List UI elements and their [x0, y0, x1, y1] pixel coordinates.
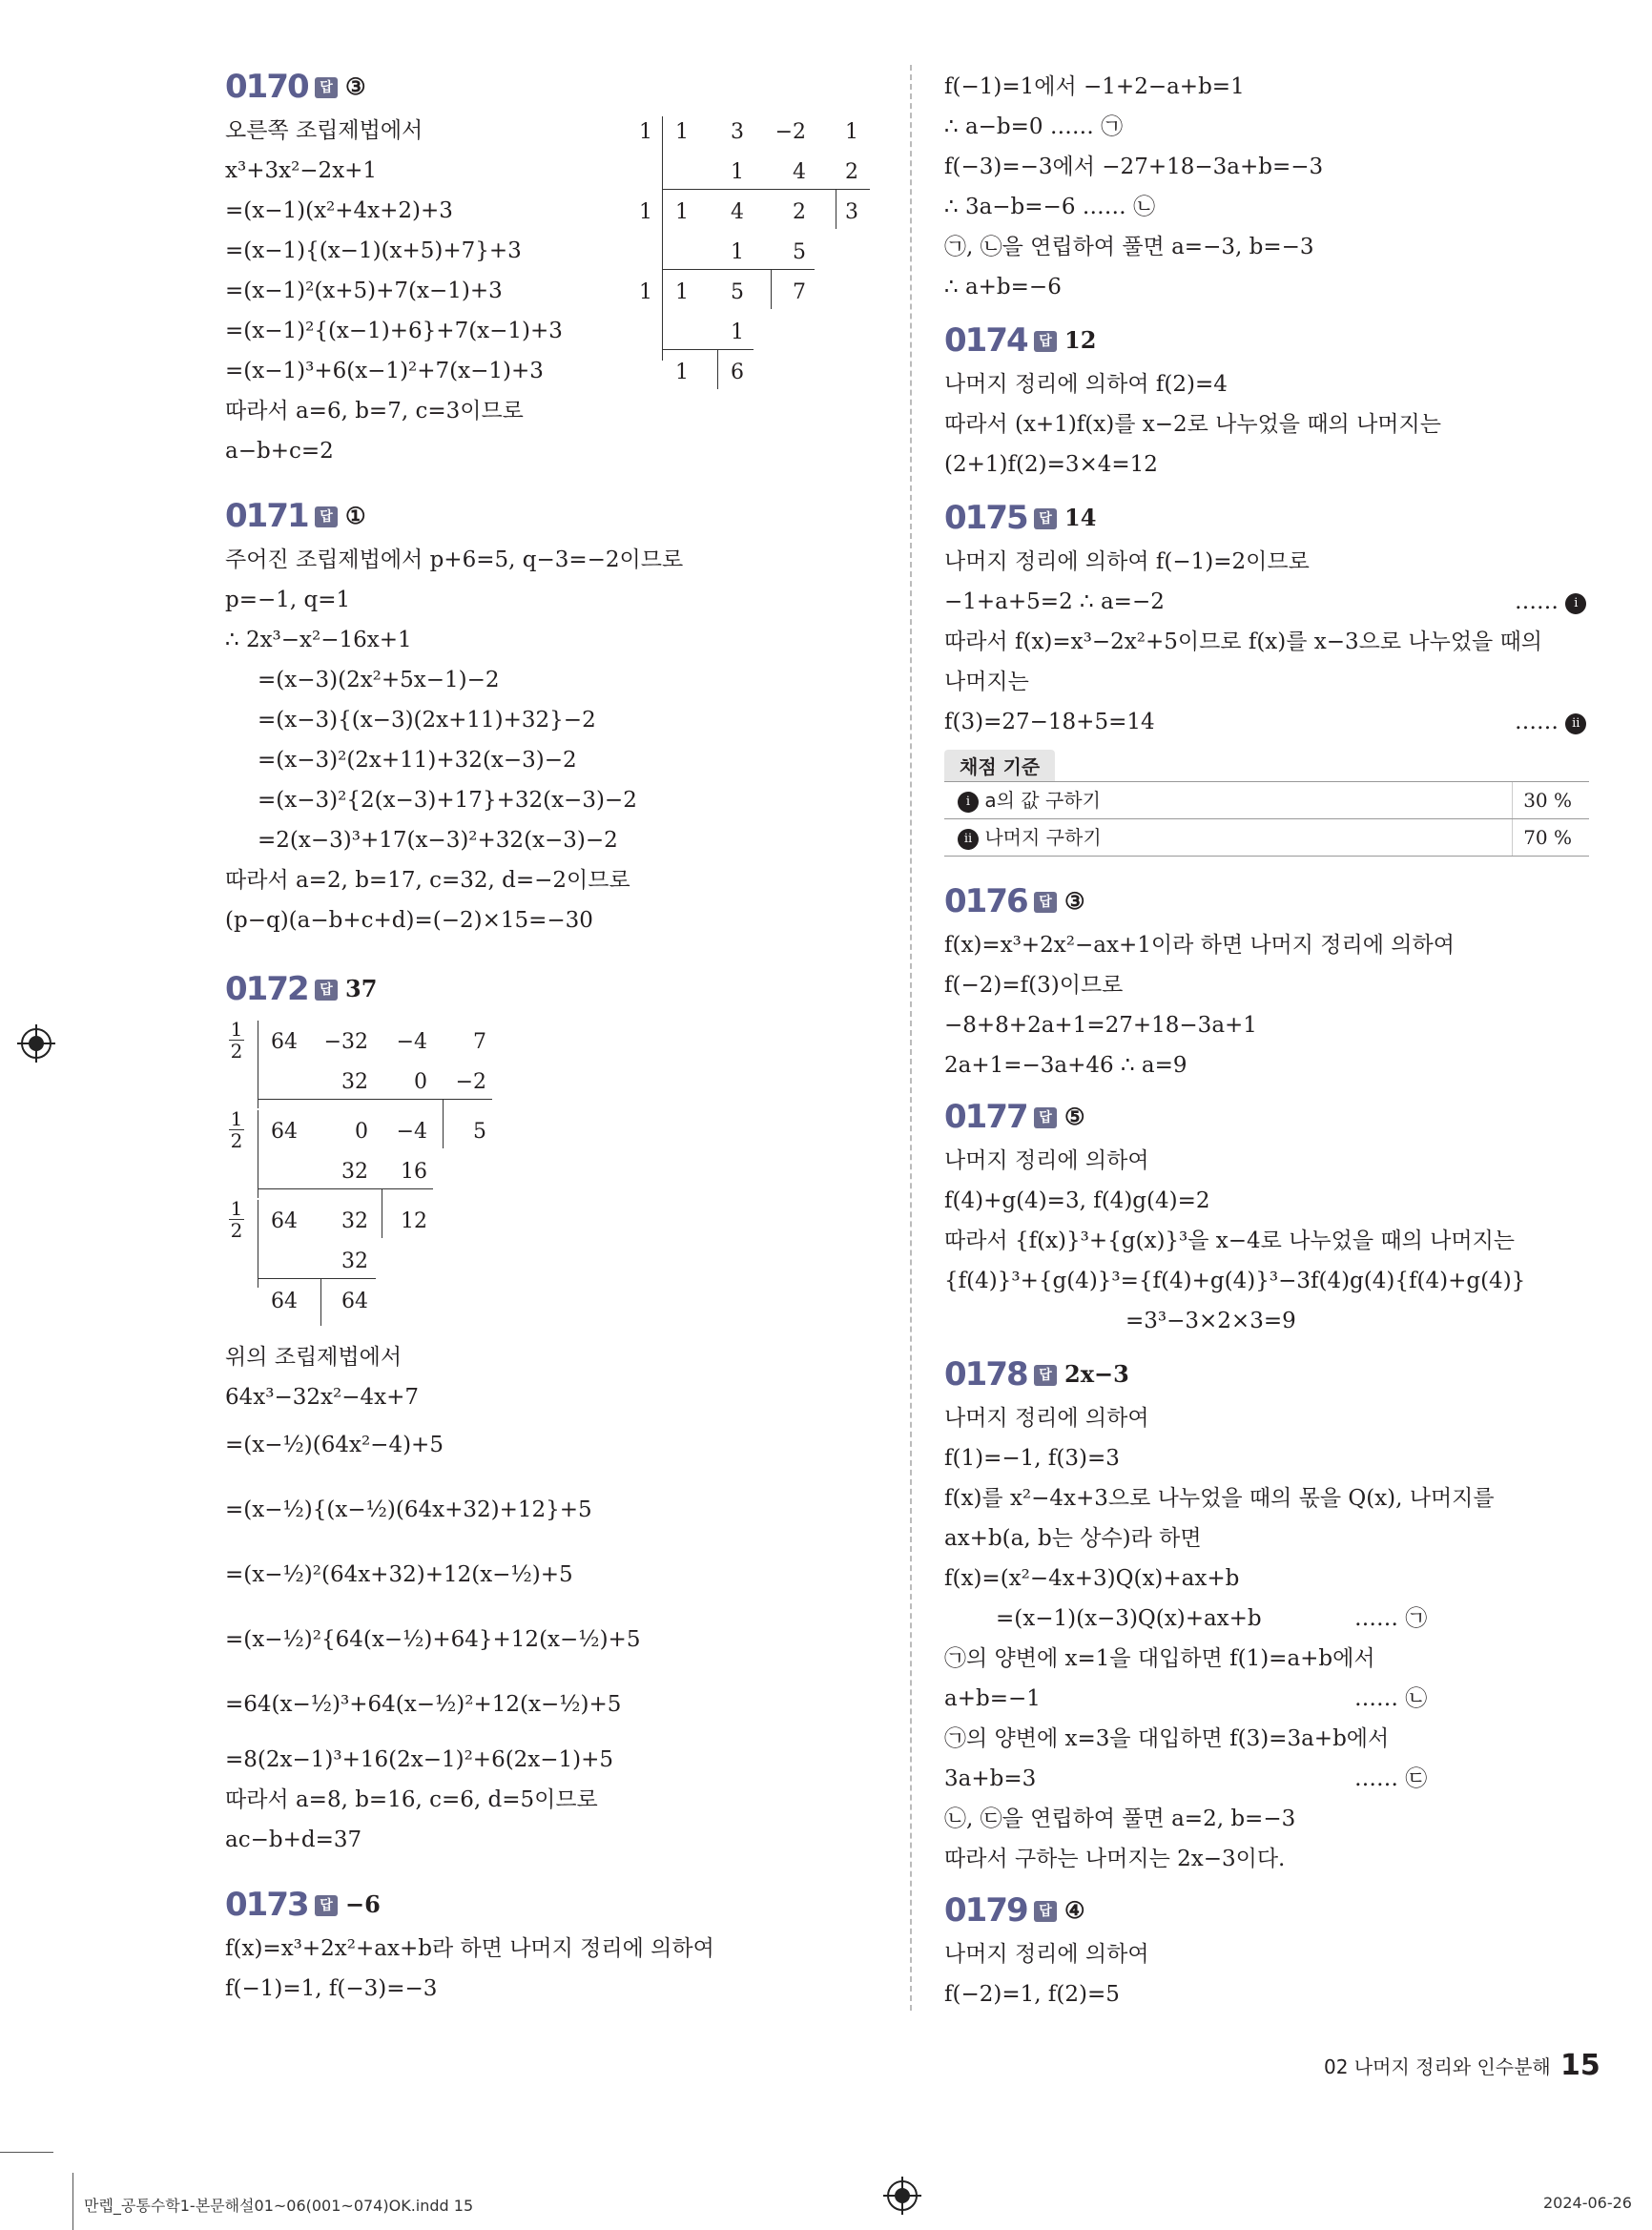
rubric-title: 채점 기준 — [944, 750, 1055, 781]
divisor-fraction — [227, 1198, 246, 1241]
text-line: =(x−1)(x²+4x+2)+3 — [225, 198, 453, 223]
text-line: f(3)=27−18+5=14 — [944, 710, 1155, 734]
syn-cell: 0 — [414, 1070, 427, 1094]
rubric-label: a의 값 구하기 — [984, 789, 1101, 812]
text-line: ∴ 3a−b=−6 …… ㉡ — [944, 195, 1156, 219]
text-line: ㉠의 양변에 x=1을 대입하면 f(1)=a+b에서 — [944, 1646, 1375, 1671]
syn-cell: 64 — [271, 1030, 298, 1054]
text-line: f(−3)=−3에서 −27+18−3a+b=−3 — [944, 155, 1324, 179]
text-line: 나머지 정리에 의하여 — [944, 1942, 1149, 1967]
syn-cell: 1 — [731, 320, 744, 344]
chapter-title: 02 나머지 정리와 인수분해 — [1324, 2055, 1551, 2078]
text-line: a−b+c=2 — [225, 439, 334, 464]
text-line: ㉡, ㉢을 연립하여 풀면 a=2, b=−3 — [944, 1807, 1296, 1831]
syn-cell: 32 — [341, 1160, 368, 1184]
text-line: =(x−1)²(x+5)+7(x−1)+3 — [225, 279, 503, 303]
text-line: f(−1)=1, f(−3)=−3 — [225, 1976, 438, 2001]
text-line: ∴ a+b=−6 — [944, 275, 1062, 299]
syn-remainder: 5 — [473, 1120, 486, 1144]
text-line: =(x−3)²{2(x−3)+17}+32(x−3)−2 — [258, 788, 637, 813]
answer-tag: 답 — [1034, 892, 1057, 913]
text-line: ax+b(a, b는 상수)라 하면 — [944, 1526, 1202, 1551]
syn-line — [662, 269, 815, 270]
text-line: 주어진 조립제법에서 p+6=5, q−3=−2이므로 — [225, 547, 684, 572]
scoring-rubric — [944, 750, 1589, 857]
syn-cell: 32 — [341, 1070, 368, 1094]
syn-cell: −32 — [323, 1030, 368, 1054]
step-badge-2: ii — [1565, 713, 1586, 734]
text-line: 나머지 정리에 의하여 — [944, 1406, 1149, 1431]
text-line: a+b=−1 — [944, 1686, 1041, 1711]
text-line: f(4)+g(4)=3, f(4)g(4)=2 — [944, 1188, 1210, 1213]
syn-cell: 4 — [793, 160, 806, 184]
text-line: =64(x−½)³+64(x−½)²+12(x−½)+5 — [225, 1692, 622, 1717]
syn-cell: 1 — [675, 361, 689, 384]
syn-remainder: 7 — [793, 280, 806, 304]
problem-number: 0170 — [225, 68, 308, 106]
answer-value: ③ — [1064, 887, 1085, 915]
syn-cell: −4 — [396, 1030, 427, 1054]
syn-cell: 1 — [675, 120, 689, 144]
text-line: =3³−3×2×3=9 — [1125, 1309, 1296, 1333]
dots: …… — [1515, 589, 1559, 614]
syn-cell: 1 — [639, 280, 652, 304]
syn-cell: −2 — [455, 1070, 486, 1094]
text-line: 따라서 a=8, b=16, c=6, d=5이므로 — [225, 1787, 598, 1812]
text-line: −1+a+5=2 ∴ a=−2 — [944, 589, 1165, 614]
syn-cell: 7 — [473, 1030, 486, 1054]
fraction-numerator: 1 — [230, 1197, 243, 1220]
column-divider — [910, 65, 912, 2011]
answer-value: ① — [345, 502, 366, 529]
dots: …… — [1515, 710, 1559, 734]
text-line: =8(2x−1)³+16(2x−1)²+6(2x−1)+5 — [225, 1747, 614, 1772]
text-line: 따라서 구하는 나머지는 2x−3이다. — [944, 1847, 1286, 1871]
syn-remainder: 64 — [341, 1290, 368, 1313]
rubric-label: 나머지 구하기 — [984, 826, 1102, 849]
page-number: 15 — [1560, 2049, 1600, 2082]
answer-tag: 답 — [1034, 1901, 1057, 1922]
text-line: 따라서 a=6, b=7, c=3이므로 — [225, 399, 524, 423]
syn-remainder: 3 — [845, 200, 858, 224]
problem-number: 0172 — [225, 970, 308, 1008]
equation-marker: …… ㉡ — [1354, 1686, 1428, 1711]
text-line: (p−q)(a−b+c+d)=(−2)×15=−30 — [225, 908, 593, 933]
text-line: =(x−1)(x−3)Q(x)+ax+b — [996, 1606, 1262, 1631]
text-line: =(x−½)(64x²−4)+5 — [225, 1433, 444, 1457]
registration-mark-icon — [887, 2180, 918, 2211]
problem-number: 0171 — [225, 497, 308, 535]
text-line: 나머지는 — [944, 670, 1029, 694]
syn-cell: −4 — [396, 1120, 427, 1144]
text-line: =(x−1)³+6(x−1)²+7(x−1)+3 — [225, 359, 544, 383]
answer-tag: 답 — [1034, 1365, 1057, 1386]
rubric-row — [944, 818, 1589, 857]
syn-cell: 2 — [845, 160, 858, 184]
problem-number: 0179 — [944, 1891, 1027, 1930]
syn-cell: 4 — [731, 200, 744, 224]
answer-value: −6 — [345, 1890, 381, 1918]
text-line: =(x−½){(x−½)(64x+32)+12}+5 — [225, 1497, 592, 1522]
text-line: f(x)=x³+2x²+ax+b라 하면 나머지 정리에 의하여 — [225, 1936, 714, 1961]
syn-remainder: 12 — [401, 1209, 427, 1233]
syn-line — [258, 1099, 492, 1100]
answer-value: 14 — [1064, 504, 1097, 531]
text-line: 따라서 f(x)=x³−2x²+5이므로 f(x)를 x−3으로 나누었을 때의 — [944, 630, 1543, 654]
text-line: f(1)=−1, f(3)=3 — [944, 1446, 1120, 1471]
syn-line — [662, 116, 663, 200]
text-line: ac−b+d=37 — [225, 1827, 362, 1852]
syn-cell: 1 — [731, 160, 744, 184]
answer-value: ④ — [1064, 1896, 1085, 1924]
syn-cell: 1 — [675, 200, 689, 224]
text-line: ∴ a−b=0 …… ㉠ — [944, 114, 1124, 139]
text-line: 따라서 {f(x)}³+{g(x)}³을 x−4로 나누었을 때의 나머지는 — [944, 1229, 1516, 1253]
rubric-percent: 70 % — [1523, 826, 1572, 849]
text-line: =(x−1){(x−1)(x+5)+7}+3 — [225, 238, 522, 263]
step-badge-2: ii — [958, 829, 979, 850]
text-line: f(−2)=1, f(2)=5 — [944, 1982, 1120, 2007]
divisor-fraction — [227, 1108, 246, 1151]
fraction-denominator: 2 — [230, 1129, 243, 1152]
syn-cell: 0 — [355, 1120, 368, 1144]
problem-number: 0178 — [944, 1355, 1027, 1394]
fraction-numerator: 1 — [230, 1018, 243, 1041]
answer-tag: 답 — [1034, 1107, 1057, 1128]
print-date: 2024-06-26 — [1543, 2194, 1632, 2212]
rubric-percent: 30 % — [1523, 789, 1572, 812]
fraction-denominator: 2 — [230, 1040, 243, 1063]
answer-tag: 답 — [315, 77, 338, 98]
syn-line — [662, 196, 663, 280]
problem-number: 0173 — [225, 1886, 308, 1924]
syn-line — [771, 269, 772, 309]
step-badge-1: i — [1565, 593, 1586, 614]
text-line: −8+8+2a+1=27+18−3a+1 — [944, 1013, 1257, 1038]
text-line: =2(x−3)³+17(x−3)²+32(x−3)−2 — [258, 828, 618, 853]
syn-cell: 3 — [731, 120, 744, 144]
answer-value: ③ — [345, 72, 366, 100]
text-line: =(x−½)²{64(x−½)+64}+12(x−½)+5 — [225, 1627, 641, 1652]
equation-marker: …… ㉠ — [1354, 1606, 1428, 1631]
text-line: 따라서 a=2, b=17, c=32, d=−2이므로 — [225, 868, 630, 893]
syn-cell: 64 — [271, 1290, 298, 1313]
text-line: f(x)=x³+2x²−ax+1이라 하면 나머지 정리에 의하여 — [944, 933, 1455, 958]
answer-value: 37 — [345, 975, 378, 1002]
text-line: 나머지 정리에 의하여 f(−1)=2이므로 — [944, 549, 1310, 574]
text-line: ∴ 2x³−x²−16x+1 — [225, 628, 412, 652]
syn-line — [662, 349, 754, 350]
syn-cell: 1 — [639, 200, 652, 224]
text-line: ㉠, ㉡을 연립하여 풀면 a=−3, b=−3 — [944, 235, 1314, 259]
answer-tag: 답 — [315, 1895, 338, 1916]
text-line: ㉠의 양변에 x=3을 대입하면 f(3)=3a+b에서 — [944, 1726, 1390, 1751]
text-line: =(x−3){(x−3)(2x+11)+32}−2 — [258, 708, 596, 733]
divisor-fraction — [227, 1019, 246, 1062]
text-line: (2+1)f(2)=3×4=12 — [944, 452, 1158, 477]
text-line: f(x)=(x²−4x+3)Q(x)+ax+b — [944, 1566, 1240, 1591]
equation-marker: …… ㉢ — [1354, 1766, 1428, 1791]
syn-cell: 32 — [341, 1209, 368, 1233]
problem-number: 0175 — [944, 499, 1027, 537]
text-line: =(x−3)²(2x+11)+32(x−3)−2 — [258, 748, 577, 773]
text-line: 나머지 정리에 의하여 — [944, 1148, 1149, 1173]
syn-cell: 5 — [793, 240, 806, 264]
registration-mark-icon — [21, 1028, 52, 1059]
syn-cell: 64 — [271, 1209, 298, 1233]
text-line: =(x−3)(2x²+5x−1)−2 — [258, 668, 500, 692]
syn-line — [443, 1099, 444, 1148]
answer-value: 12 — [1064, 326, 1097, 354]
syn-cell: 32 — [341, 1249, 368, 1273]
syn-cell: 64 — [271, 1120, 298, 1144]
syn-cell: 2 — [793, 200, 806, 224]
syn-line — [258, 1278, 376, 1279]
text-line: x³+3x²−2x+1 — [225, 158, 378, 183]
fraction-denominator: 2 — [230, 1219, 243, 1242]
text-line: 위의 조립제법에서 — [225, 1345, 403, 1370]
text-line: 오른쪽 조립제법에서 — [225, 118, 423, 143]
answer-tag: 답 — [315, 506, 338, 527]
problem-number: 0177 — [944, 1098, 1027, 1136]
text-line: f(x)를 x²−4x+3으로 나누었을 때의 몫을 Q(x), 나머지를 — [944, 1486, 1495, 1511]
text-line: p=−1, q=1 — [225, 588, 351, 612]
syn-cell: 1 — [639, 120, 652, 144]
syn-cell: 1 — [731, 240, 744, 264]
text-line: 따라서 (x+1)f(x)를 x−2로 나누었을 때의 나머지는 — [944, 412, 1441, 437]
text-line: f(−1)=1에서 −1+2−a+b=1 — [944, 74, 1245, 99]
syn-remainder: 6 — [731, 361, 744, 384]
text-line: f(−2)=f(3)이므로 — [944, 973, 1124, 998]
answer-tag: 답 — [315, 980, 338, 1001]
step-badge-1: i — [958, 792, 979, 813]
text-line: =(x−½)²(64x+32)+12(x−½)+5 — [225, 1562, 573, 1587]
syn-cell: 16 — [401, 1160, 427, 1184]
text-line: =(x−1)²{(x−1)+6}+7(x−1)+3 — [225, 319, 563, 343]
answer-tag: 답 — [1034, 508, 1057, 529]
text-line: 2a+1=−3a+46 ∴ a=9 — [944, 1053, 1187, 1078]
fraction-numerator: 1 — [230, 1107, 243, 1130]
problem-number: 0174 — [944, 321, 1027, 360]
rubric-row — [944, 781, 1589, 818]
syn-line — [662, 277, 663, 361]
syn-cell: −2 — [774, 120, 806, 144]
answer-value: ⑤ — [1064, 1103, 1085, 1130]
syn-line — [320, 1278, 321, 1326]
text-line: {f(4)}³+{g(4)}³={f(4)+g(4)}³−3f(4)g(4){f(4)+g(4)} — [944, 1269, 1526, 1293]
syn-cell: 1 — [675, 280, 689, 304]
text-line: 64x³−32x²−4x+7 — [225, 1385, 419, 1410]
crop-mark — [0, 2152, 53, 2153]
step-marker — [1515, 588, 1586, 616]
step-marker — [1515, 708, 1586, 736]
syn-line — [258, 1188, 433, 1189]
crop-mark — [72, 2173, 73, 2230]
answer-value: 2x−3 — [1064, 1360, 1129, 1388]
syn-line — [717, 349, 718, 389]
syn-line — [662, 189, 870, 190]
text-line: 나머지 정리에 의하여 f(2)=4 — [944, 372, 1228, 397]
text-line: 3a+b=3 — [944, 1766, 1037, 1791]
problem-number: 0176 — [944, 882, 1027, 920]
file-name: 만렙_공통수학1-본문해설01~06(001~074)OK.indd 15 — [84, 2197, 474, 2215]
syn-cell: 5 — [731, 280, 744, 304]
syn-cell: 1 — [845, 120, 858, 144]
answer-tag: 답 — [1034, 331, 1057, 352]
